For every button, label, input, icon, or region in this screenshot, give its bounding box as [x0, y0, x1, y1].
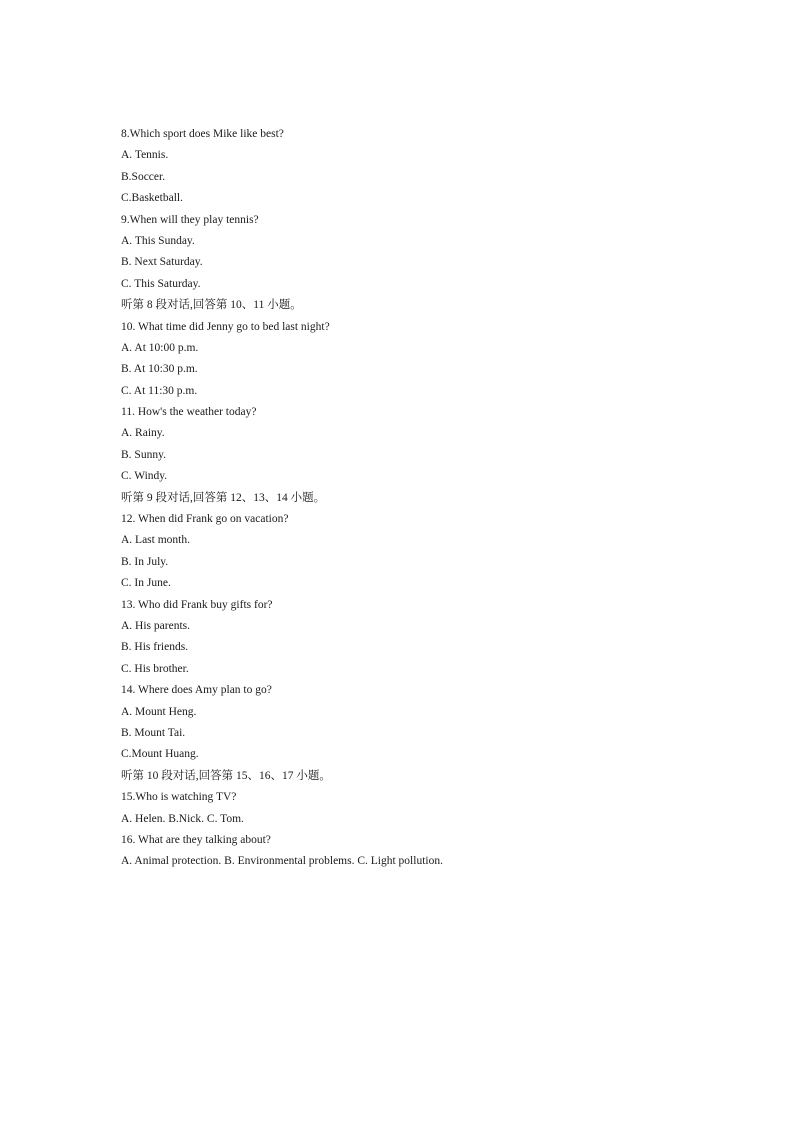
option-9c: C. This Saturday.: [121, 277, 201, 290]
question-8: 8.Which sport does Mike like best?: [121, 128, 284, 140]
option-11c: C. Windy.: [121, 470, 168, 483]
question-16: 16. What are they talking about?: [121, 833, 271, 846]
section-instruction-8: 听第 8 段对话,回答第 10、11 小题。: [121, 299, 302, 312]
option-12b: B. In July.: [121, 555, 169, 568]
question-11: 11. How's the weather today?: [121, 406, 257, 419]
options-16: A. Animal protection. B. Environmental problems. C. Light pollution.: [121, 855, 443, 868]
option-12c: C. In June.: [121, 577, 171, 590]
option-13a: A. His parents.: [121, 619, 190, 632]
option-9a: A. This Sunday.: [121, 234, 195, 247]
option-11b: B. Sunny.: [121, 448, 166, 461]
question-12: 12. When did Frank go on vacation?: [121, 513, 289, 526]
option-10c: C. At 11:30 p.m.: [121, 384, 198, 397]
option-14b: B. Mount Tai.: [121, 726, 186, 739]
option-14a: A. Mount Heng.: [121, 705, 197, 718]
option-14c: C.Mount Huang.: [121, 748, 199, 761]
section-instruction-10: 听第 10 段对话,回答第 15、16、17 小题。: [121, 769, 331, 782]
option-9b: B. Next Saturday.: [121, 256, 203, 269]
option-8a: A. Tennis.: [121, 149, 169, 162]
option-13b: B. His friends.: [121, 641, 189, 654]
option-13c: C. His brother.: [121, 662, 189, 675]
question-14: 14. Where does Amy plan to go?: [121, 684, 272, 697]
option-8b: B.Soccer.: [121, 170, 166, 183]
question-15: 15.Who is watching TV?: [121, 791, 237, 804]
option-10a: A. At 10:00 p.m.: [121, 341, 199, 354]
option-10b: B. At 10:30 p.m.: [121, 363, 198, 376]
option-11a: A. Rainy.: [121, 427, 165, 440]
option-12a: A. Last month.: [121, 534, 190, 547]
options-15: A. Helen. B.Nick. C. Tom.: [121, 812, 244, 825]
section-instruction-9: 听第 9 段对话,回答第 12、13、14 小题。: [121, 491, 326, 504]
option-8c: C.Basketball.: [121, 192, 183, 205]
exam-page: [121, 124, 741, 873]
question-10: 10. What time did Jenny go to bed last night?: [121, 320, 330, 333]
question-13: 13. Who did Frank buy gifts for?: [121, 598, 273, 611]
question-9: 9.When will they play tennis?: [121, 213, 259, 226]
